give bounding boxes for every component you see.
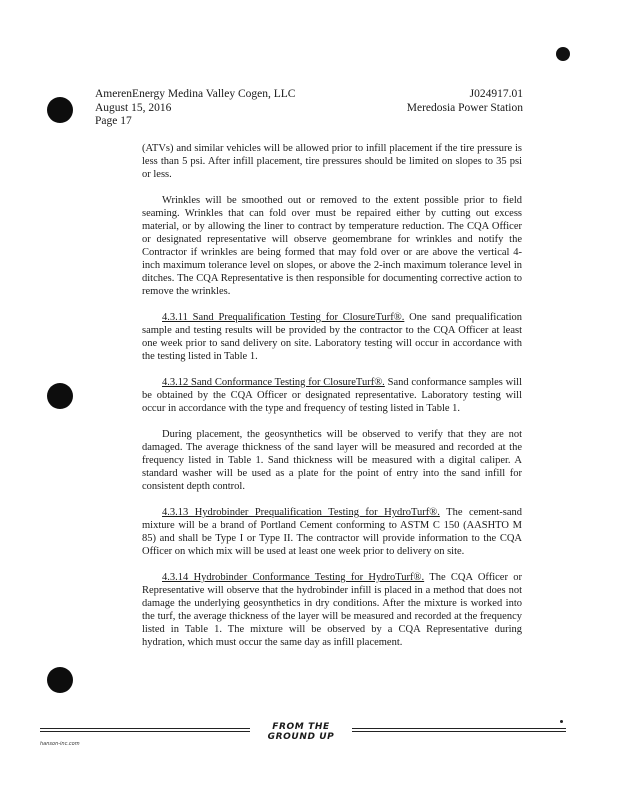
station-name: Meredosia Power Station (406, 101, 523, 114)
page-header (95, 88, 523, 129)
footer-rule-left (40, 728, 250, 729)
section-4-3-13-heading: 4.3.13 Hydrobinder Prequalification Testing for HydroTurf®. (162, 507, 440, 518)
company-name: AmerenEnergy Medina Valley Cogen, LLC (95, 88, 296, 100)
footer-website: hanson-inc.com (40, 741, 80, 747)
footer-tagline: FROM THE GROUND UP (267, 722, 335, 742)
punch-hole-middle (47, 383, 73, 409)
document-date: August 15, 2016 (95, 101, 172, 114)
section-4-3-14-text: The CQA Officer or Representative will observe that the hydrobinder infill is placed in a method that does not damage the underlying geosynthetics in dry conditions. After the mixture is worked into the turf, the average thickness of the layer will be measured and recorded at the frequency listed in Table 1. The mixture will be observed by a CQA Representative during hydration, which must occur the same day as infill placement. (142, 572, 522, 648)
section-4-3-13-text: The cement-sand mixture will be a brand of Portland Cement conforming to ASTM C 150 (AASHTO M 85) and shall be Type I or Type II. The contractor will provide information to the CQA Officer on which mix will be used at least one week prior to delivery on site. (142, 507, 523, 557)
paragraph-wrinkles: Wrinkles will be smoothed out or removed to the extent possible prior to field seaming. Wrinkles that can fold over must be repaired either by cutting out excess material, or by allowing the liner to contract by temperature reduction. The CQA Officer or designated representative will observe geomembrane for wrinkles and notify the Contractor if wrinkles are being formed that may fold over or are above the vertical 4-inch maximum tolerance level on slopes, or above the 2-inch maximum tolerance level in ditches. The CQA Representative is then responsible for documenting corrective action to remove the wrinkles. (142, 195, 522, 297)
section-4-3-11-text: One sand prequalification sample and testing results will be provided by the contractor to the CQA Officer at least one week prior to sand delivery on site. Laboratory testing will occur in accordance with the testing listed in Table 1. (142, 312, 522, 362)
section-4-3-11-heading: 4.3.11 Sand Prequalification Testing for ClosureTurf®. (162, 312, 405, 323)
section-4-3-11 (142, 311, 522, 363)
footer-rule-left-2 (40, 731, 250, 732)
paragraph-tire-pressure: (ATVs) and similar vehicles will be allowed prior to infill placement if the tire pressure is less than 5 psi. After infill placement, tire pressures should be limited on slopes to 35 psi or less. (142, 143, 522, 180)
punch-hole-top (47, 97, 73, 123)
project-number: J024917.01 (469, 88, 523, 100)
paragraph-placement: During placement, the geosynthetics will be observed to verify that they are not damaged. The average thickness of the sand layer will be measured and recorded at the frequency listed in Table 1. Sand thickness will be measured with a digital caliper. A standard washer will be used as a plate for the point of entry into the sand infill for consistent depth control. (142, 429, 522, 492)
section-4-3-12 (142, 376, 522, 415)
page-number: Page 17 (95, 115, 132, 127)
section-4-3-14-heading: 4.3.14 Hydrobinder Conformance Testing for HydroTurf®. (162, 572, 425, 583)
section-4-3-14 (142, 571, 522, 649)
section-4-3-12-text: Sand conformance samples will be obtained by the CQA Officer or designated representative. Laboratory testing will occur in accordance with the type and frequency of testing listed in Table 1. (142, 377, 523, 414)
document-body (142, 142, 522, 649)
corner-binding-mark (556, 47, 570, 61)
footer-rule-right-2 (352, 731, 566, 732)
section-4-3-12-heading: 4.3.12 Sand Conformance Testing for ClosureTurf®. (162, 377, 385, 388)
footer-dot (560, 720, 563, 723)
punch-hole-bottom (47, 667, 73, 693)
section-4-3-13 (142, 506, 522, 558)
footer-rule-right (352, 728, 566, 729)
